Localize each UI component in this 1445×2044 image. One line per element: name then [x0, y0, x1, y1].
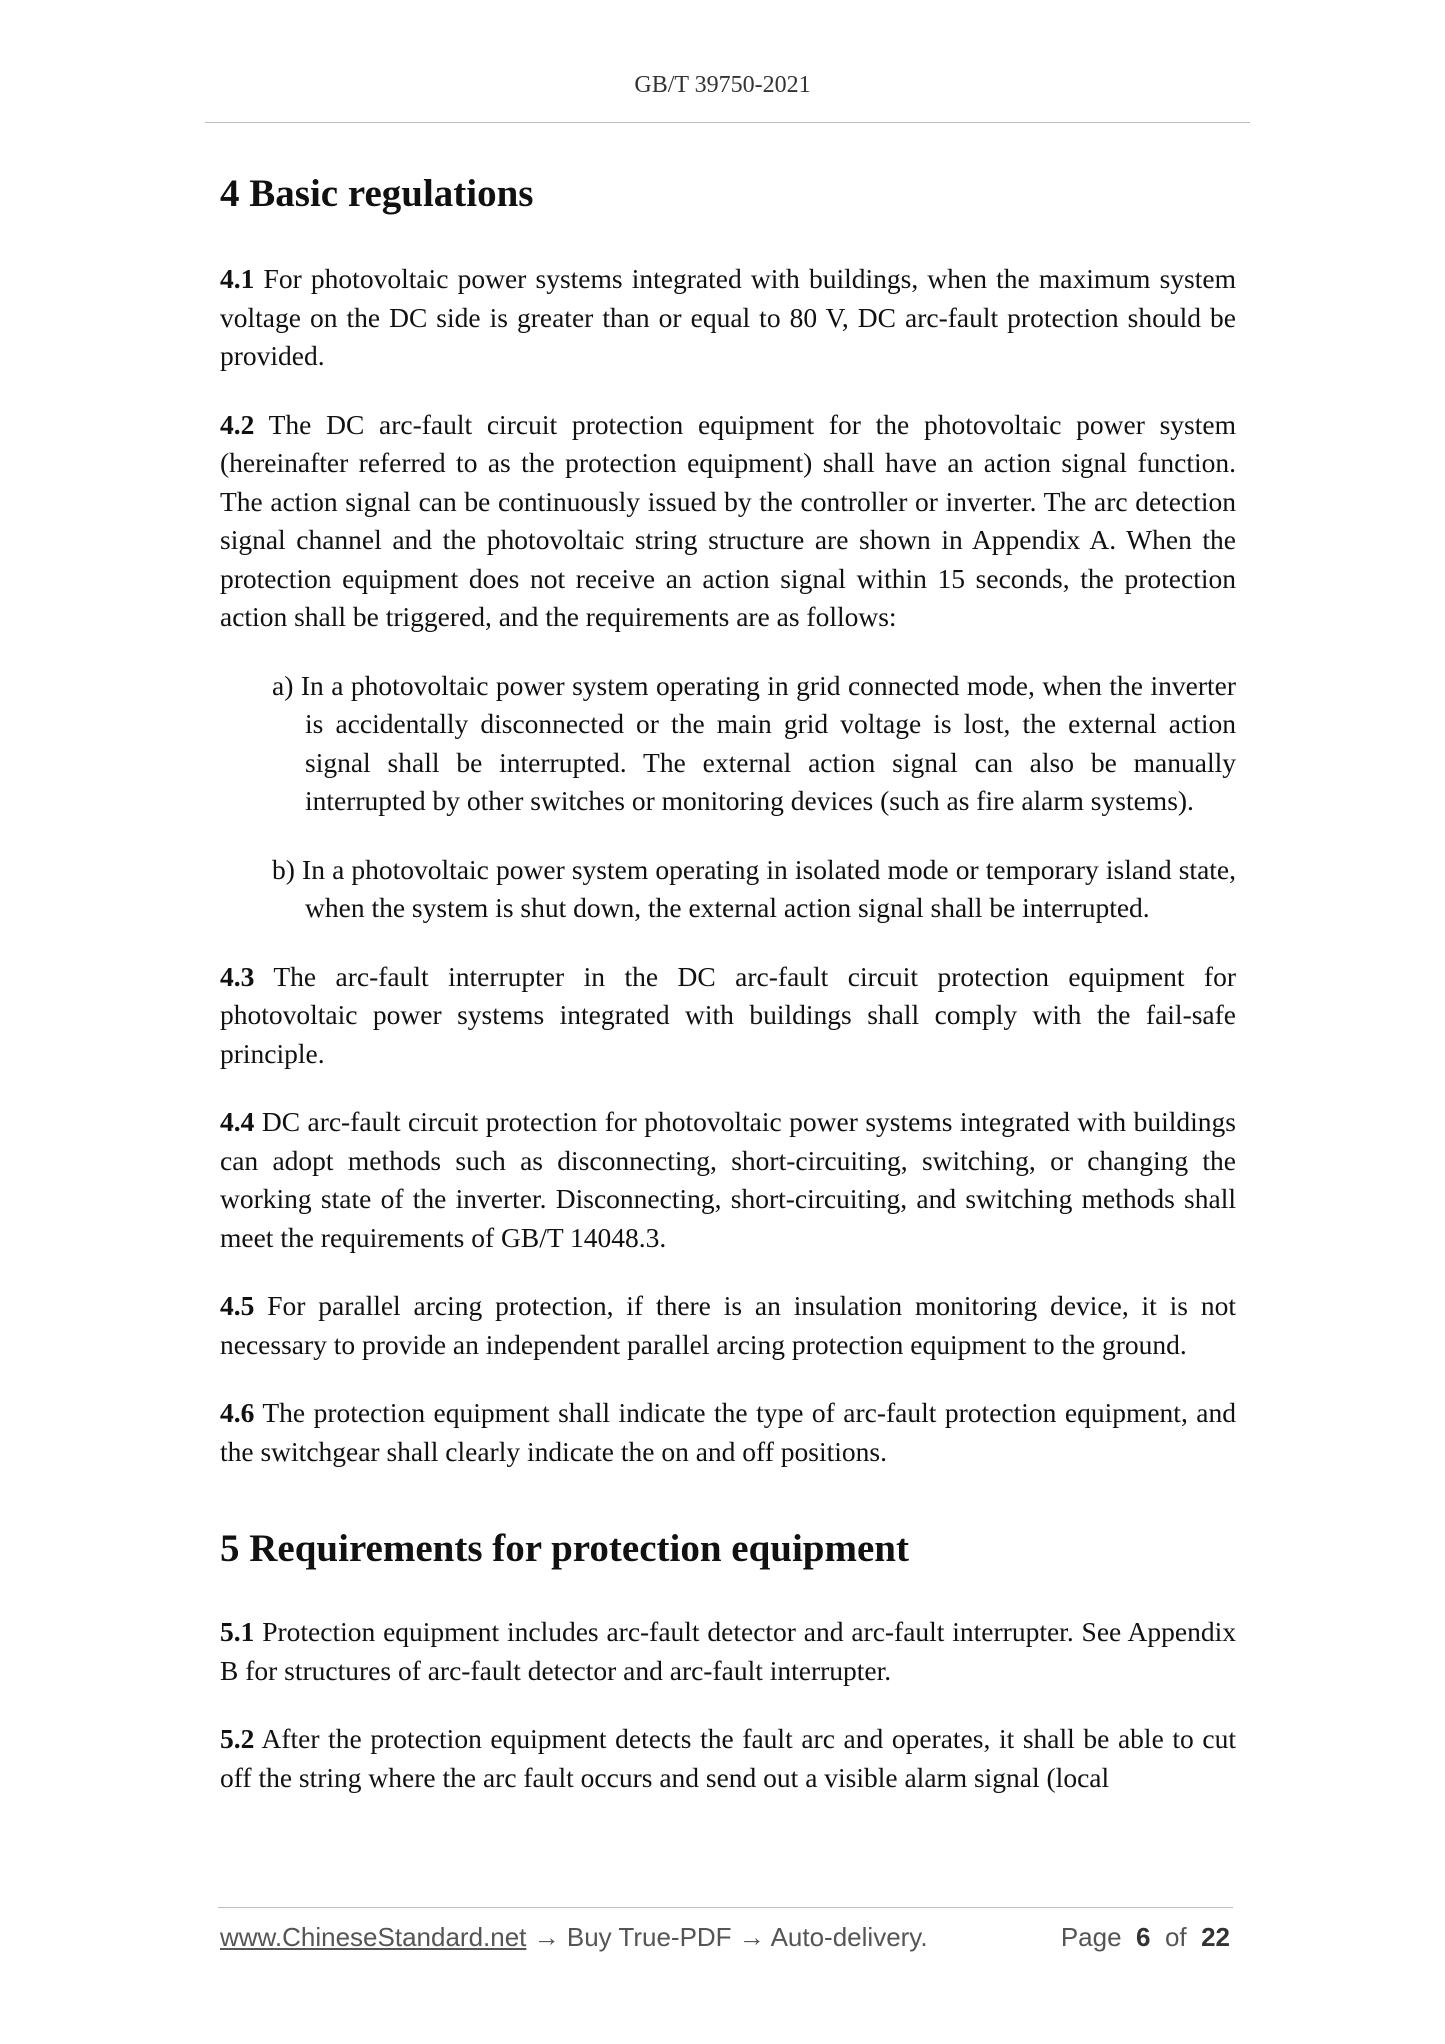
clause-5-1: [220, 1613, 1236, 1690]
clause-number: 4.5: [220, 1290, 255, 1321]
auto-delivery-text: → Auto-delivery.: [731, 1922, 928, 1952]
section-5-heading: 5 Requirements for protection equipment: [220, 1527, 909, 1570]
clause-number: 4.4: [220, 1106, 255, 1137]
clause-text: For photovoltaic power systems integrated with buildings, when the maximum system voltage on the DC side is greater than or equal to 80 V, DC arc-fault protection should be provided.: [220, 263, 1236, 371]
total-pages: 22: [1201, 1922, 1230, 1952]
section-4-heading: 4 Basic regulations: [220, 172, 534, 215]
clause-number: 4.6: [220, 1397, 255, 1428]
clause-number: 4.3: [220, 960, 255, 992]
clause-text: DC arc-fault circuit protection for photovoltaic power systems integrated with buildings can adopt methods such as disconnecting, short-circuiting, switching, or changing the working state of the inverter. Disconnecting, short-circuiting, and switching methods shall meet the requirements of GB/T 14048.3.: [220, 1106, 1236, 1253]
clause-4-1: [220, 260, 1236, 376]
clause-4-4: [220, 1103, 1236, 1257]
clause-text: After the protection equipment detects the fault arc and operates, it shall be able to cut off the string where the arc fault occurs and send out a visible alarm signal (local: [220, 1723, 1236, 1793]
clause-text: The arc-fault interrupter in the DC arc-fault circuit protection equipment for photovoltaic power systems integrated with buildings shall comply with the fail-safe principle.: [220, 960, 1236, 1069]
footer-promo: [220, 1922, 928, 1953]
clause-text: For parallel arcing protection, if there is an insulation monitoring device, it is not necessary to provide an independent parallel arcing protection equipment to the ground.: [220, 1290, 1236, 1360]
clause-text: Protection equipment includes arc-fault detector and arc-fault interrupter. See Appendix B for structures of arc-fault detector and arc-fault interrupter.: [220, 1616, 1236, 1686]
list-item-a: a) In a photovoltaic power system operating in grid connected mode, when the inverter is accidentally disconnected or the main grid voltage is lost, the external action signal shall be interrupted. The external action signal can also be manually interrupted by other switches or monitoring devices (such as fire alarm systems).: [272, 669, 1236, 816]
list-item-b: b) In a photovoltaic power system operating in isolated mode or temporary island state, when the system is shut down, the external action signal shall be interrupted.: [272, 853, 1236, 923]
buy-pdf-text: → Buy True-PDF: [526, 1922, 732, 1952]
website-link[interactable]: www.ChineseStandard.net: [220, 1922, 527, 1952]
clause-4-6: [220, 1394, 1236, 1471]
page-of-label: of: [1164, 1922, 1187, 1952]
page-content: [220, 160, 1236, 1827]
clause-4-2: [220, 406, 1236, 637]
clause-number: 4.2: [220, 408, 255, 440]
header-title: GB/T 39750-2021: [634, 72, 811, 98]
clause-text: The DC arc-fault circuit protection equipment for the photovoltaic power system (hereinafter referred to as the protection equipment) shall have an action signal function. The action signal can be continuously issued by the controller or inverter. The arc detection signal channel and the photovoltaic string structure are shown in Appendix A. When the protection equipment does not receive an action signal within 15 seconds, the protection action shall be triggered, and the requirements are as follows:: [220, 408, 1236, 632]
clause-number: 5.1: [220, 1616, 255, 1647]
clause-4-3: [220, 958, 1236, 1074]
clause-4-5: [220, 1287, 1236, 1364]
clause-number: 4.1: [220, 263, 255, 294]
clause-5-2: [220, 1720, 1236, 1797]
page-indicator: [1061, 1922, 1230, 1953]
page-label: Page: [1060, 1922, 1122, 1952]
clause-text: The protection equipment shall indicate the type of arc-fault protection equipment, and the switchgear shall clearly indicate the on and off positions.: [220, 1397, 1236, 1467]
clause-number: 5.2: [220, 1723, 255, 1754]
current-page: 6: [1136, 1922, 1151, 1952]
footer-divider: [218, 1907, 1233, 1908]
header-divider: [205, 122, 1250, 123]
